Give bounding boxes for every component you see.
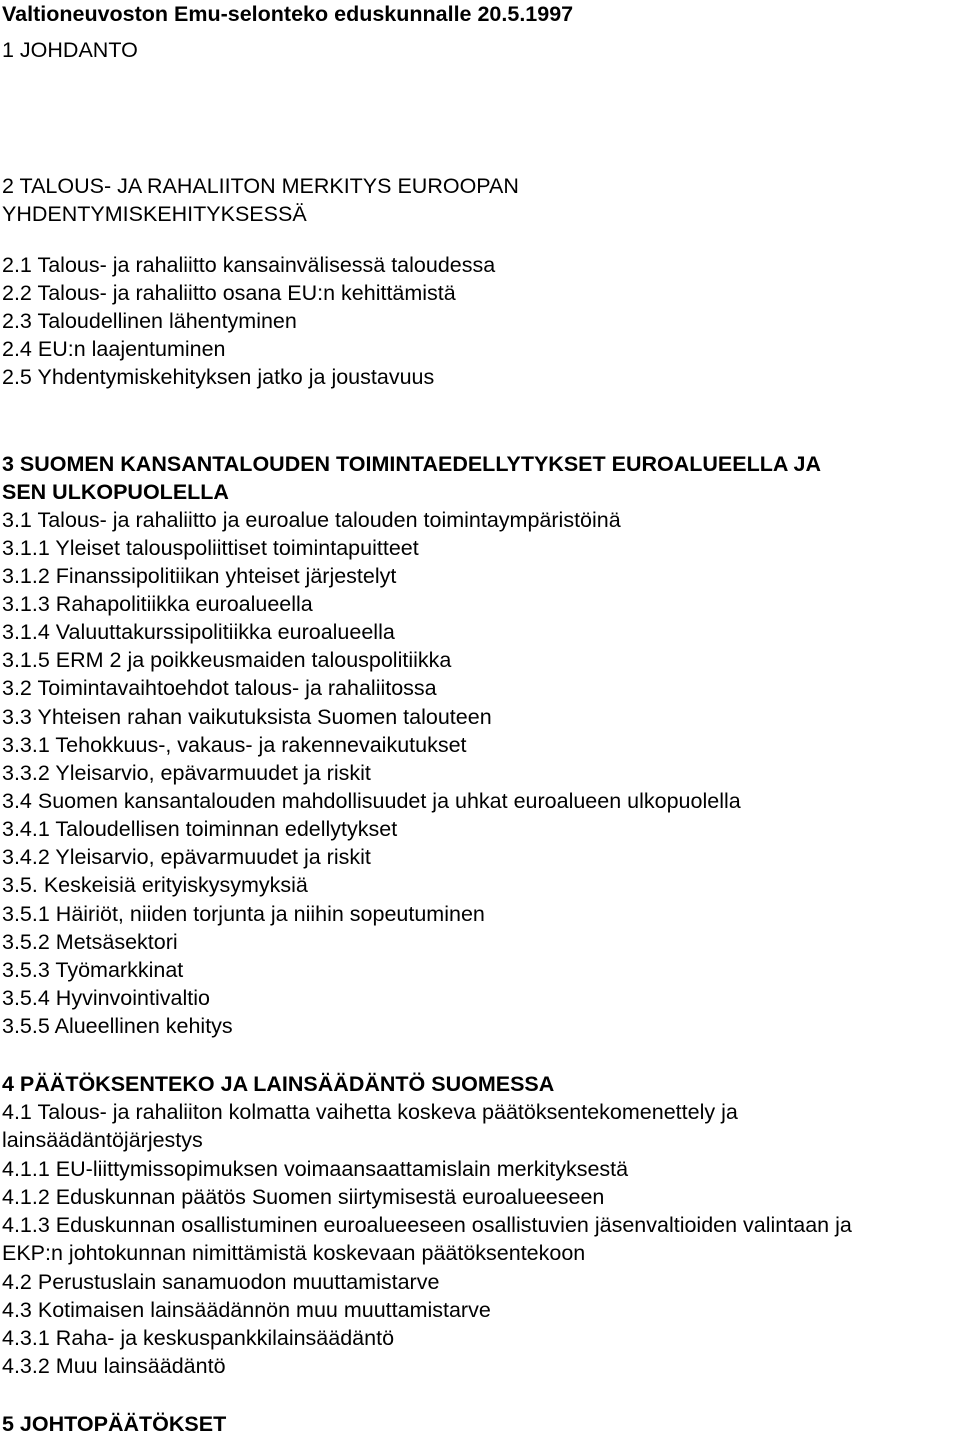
toc-chapter-2-line-1: 2 TALOUS- JA RAHALIITON MERKITYS EUROOPAN: [2, 174, 519, 198]
toc-chapter-3-line-2: SEN ULKOPUOLELLA: [2, 480, 229, 504]
toc-section-3-1-5: 3.1.5 ERM 2 ja poikkeusmaiden talouspolitiikka: [2, 648, 452, 672]
toc-section-3-5-4: 3.5.4 Hyvinvointivaltio: [2, 986, 210, 1010]
toc-section-3-5-3: 3.5.3 Työmarkkinat: [2, 958, 184, 982]
toc-section-2-2: 2.2 Talous- ja rahaliitto osana EU:n kehittämistä: [2, 281, 456, 305]
toc-chapter-5: 5 JOHTOPÄÄTÖKSET: [2, 1412, 227, 1436]
toc-section-2-5: 2.5 Yhdentymiskehityksen jatko ja joustavuus: [2, 365, 435, 389]
toc-section-3-5-2: 3.5.2 Metsäsektori: [2, 930, 178, 954]
toc-chapter-4: 4 PÄÄTÖKSENTEKO JA LAINSÄÄDÄNTÖ SUOMESSA: [2, 1072, 555, 1096]
toc-section-3-3-2: 3.3.2 Yleisarvio, epävarmuudet ja riskit: [2, 761, 371, 785]
toc-section-3-3-1: 3.3.1 Tehokkuus-, vakaus- ja rakennevaikutukset: [2, 733, 467, 757]
toc-section-2-1: 2.1 Talous- ja rahaliitto kansainvälisessä taloudessa: [2, 253, 496, 277]
toc-section-3-2: 3.2 Toimintavaihtoehdot talous- ja rahaliitossa: [2, 676, 437, 700]
toc-chapter-3-line-1: 3 SUOMEN KANSANTALOUDEN TOIMINTAEDELLYTYKSET EUROALUEELLA JA: [2, 452, 822, 476]
toc-section-3-1-4: 3.1.4 Valuuttakurssipolitiikka euroalueella: [2, 620, 395, 644]
toc-section-4-1-3-line-2: EKP:n johtokunnan nimittämistä koskevaan päätöksentekoon: [2, 1241, 586, 1265]
toc-section-4-2: 4.2 Perustuslain sanamuodon muuttamistarve: [2, 1270, 440, 1294]
toc-section-4-3: 4.3 Kotimaisen lainsäädännön muu muuttamistarve: [2, 1298, 491, 1322]
toc-section-4-1-line-2: lainsäädäntöjärjestys: [2, 1128, 203, 1152]
toc-chapter-1: 1 JOHDANTO: [2, 38, 138, 62]
toc-section-3-5-1: 3.5.1 Häiriöt, niiden torjunta ja niihin sopeutuminen: [2, 902, 485, 926]
toc-section-4-3-1: 4.3.1 Raha- ja keskuspankkilainsäädäntö: [2, 1326, 395, 1350]
toc-section-4-3-2: 4.3.2 Muu lainsäädäntö: [2, 1354, 226, 1378]
toc-section-2-4: 2.4 EU:n laajentuminen: [2, 337, 226, 361]
toc-section-3-1-3: 3.1.3 Rahapolitiikka euroalueella: [2, 592, 313, 616]
toc-section-3-4: 3.4 Suomen kansantalouden mahdollisuudet ja uhkat euroalueen ulkopuolella: [2, 789, 741, 813]
toc-section-4-1-1: 4.1.1 EU-liittymissopimuksen voimaansaattamislain merkityksestä: [2, 1157, 629, 1181]
toc-section-4-1-3-line-1: 4.1.3 Eduskunnan osallistuminen euroalueeseen osallistuvien jäsenvaltioiden valintaan ja: [2, 1213, 852, 1237]
toc-section-3-1: 3.1 Talous- ja rahaliitto ja euroalue talouden toimintaympäristöinä: [2, 508, 621, 532]
toc-section-3-5: 3.5. Keskeisiä erityiskysymyksiä: [2, 873, 308, 897]
toc-section-3-3: 3.3 Yhteisen rahan vaikutuksista Suomen talouteen: [2, 705, 492, 729]
toc-section-3-1-1: 3.1.1 Yleiset talouspoliittiset toimintapuitteet: [2, 536, 419, 560]
toc-section-3-1-2: 3.1.2 Finanssipolitiikan yhteiset järjestelyt: [2, 564, 397, 588]
toc-section-4-1-line-1: 4.1 Talous- ja rahaliiton kolmatta vaihetta koskeva päätöksentekomenettely ja: [2, 1100, 738, 1124]
toc-chapter-2-line-2: YHDENTYMISKEHITYKSESSÄ: [2, 202, 307, 226]
toc-section-3-4-2: 3.4.2 Yleisarvio, epävarmuudet ja riskit: [2, 845, 371, 869]
document-title: Valtioneuvoston Emu-selonteko eduskunnalle 20.5.1997: [2, 2, 574, 26]
toc-section-2-3: 2.3 Taloudellinen lähentyminen: [2, 309, 297, 333]
toc-section-4-1-2: 4.1.2 Eduskunnan päätös Suomen siirtymisestä euroalueeseen: [2, 1185, 605, 1209]
toc-section-3-5-5: 3.5.5 Alueellinen kehitys: [2, 1014, 233, 1038]
toc-section-3-4-1: 3.4.1 Taloudellisen toiminnan edellytykset: [2, 817, 398, 841]
